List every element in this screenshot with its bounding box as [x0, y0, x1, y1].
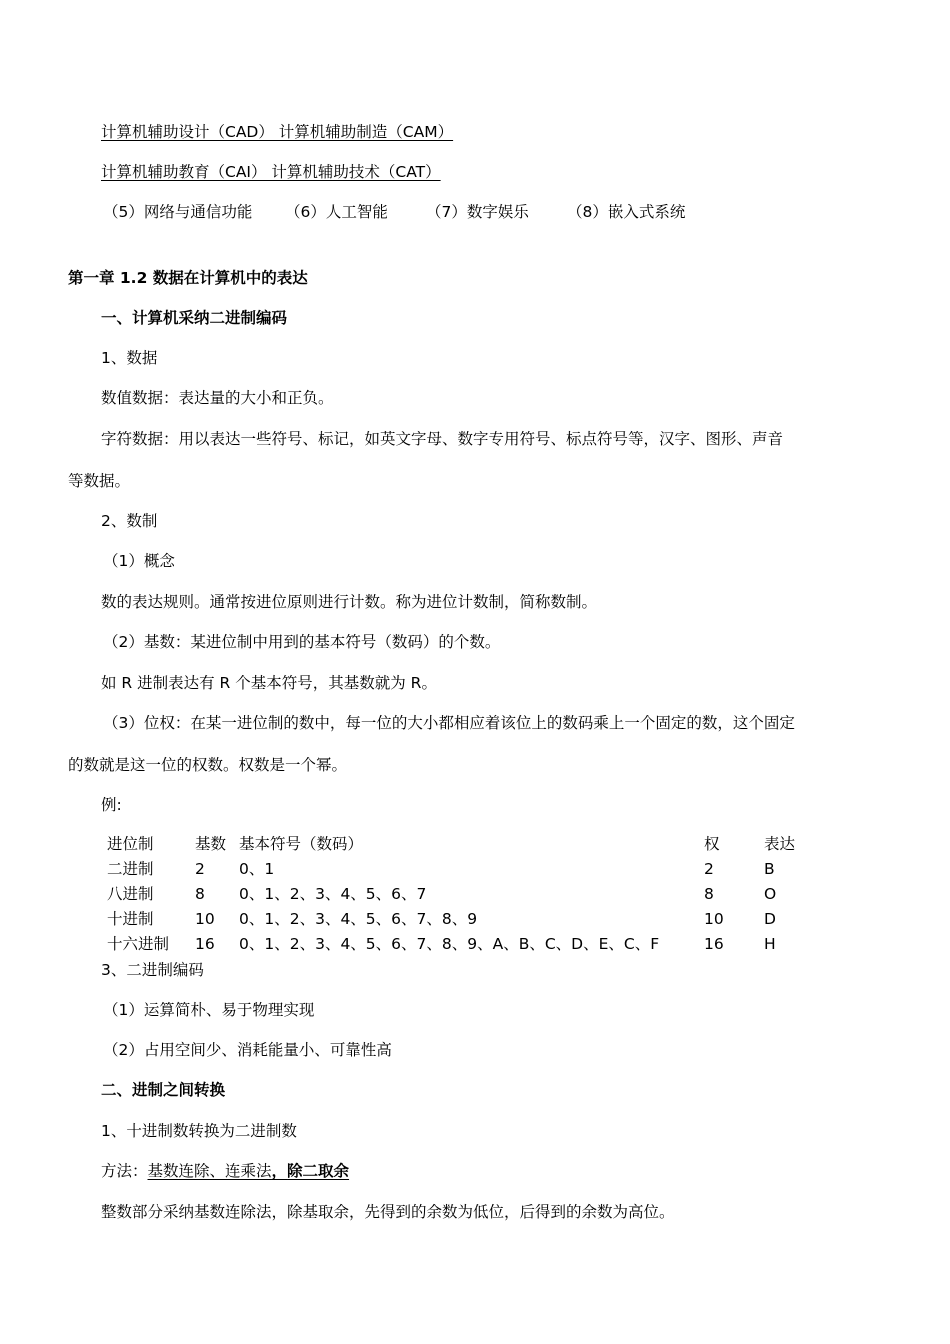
apps-list-items — [103, 202, 685, 222]
table-cell: 10 — [704, 910, 724, 928]
table-cell: 十六进制 — [107, 935, 170, 953]
table-cell: 0、1、2、3、4、5、6、7、8、9、A、B、C、D、E、C、F — [239, 935, 660, 953]
base-text: （2）基数：某进位制中用到的基本符号（数码）的个数。 — [103, 633, 501, 651]
chapter-title: 第一章 1.2 数据在计算机中的表达 — [68, 269, 308, 287]
table-cell: 十进制 — [107, 910, 154, 928]
apps-list-line-1: 计算机辅助设计（CAD） 计算机辅助制造（CAM） — [101, 123, 454, 141]
reason-2: （2）占用空间少、消耗能量小、可靠性高 — [103, 1041, 392, 1059]
table-cell: 8 — [704, 885, 714, 903]
apps-item-8: （8）嵌入式系统 — [567, 203, 686, 221]
table-cell: H — [764, 935, 776, 953]
char-data-text-1: 字符数据：用以表达一些符号、标记，如英文字母、数字专用符号、标点符号等，汉字、图形、声音 — [101, 430, 784, 448]
table-header-base: 基数 — [195, 835, 227, 853]
concept-text: 数的表达规则。通常按进位原则进行计数。称为进位计数制，简称数制。 — [101, 593, 598, 611]
table-cell: 0、1、2、3、4、5、6、7 — [239, 885, 427, 903]
table-cell: 0、1、2、3、4、5、6、7、8、9 — [239, 910, 478, 928]
reason-1: （1）运算简朴、易于物理实现 — [103, 1001, 315, 1019]
table-cell: 0、1 — [239, 860, 275, 878]
table-cell: 2 — [195, 860, 205, 878]
method-label: 方法： — [101, 1162, 148, 1180]
method-line — [101, 1161, 349, 1181]
method-underlined-2: 除二取余 — [287, 1162, 350, 1180]
apps-item-5: （5）网络与通信功能 — [103, 203, 253, 221]
subheading-binary-encoding: 3、二进制编码 — [101, 961, 204, 979]
section-1-heading: 一、计算机采纳二进制编码 — [101, 309, 288, 327]
apps-list-line-2: 计算机辅助教育（CAI） 计算机辅助技术（CAT） — [101, 163, 441, 181]
table-cell: 二进制 — [107, 860, 154, 878]
method-separator: ， — [271, 1162, 288, 1180]
char-data-text-2: 等数据。 — [68, 472, 131, 490]
base-example-text: 如 R 进制表达有 R 个基本符号，其基数就为 R。 — [101, 674, 437, 692]
concept-label: （1）概念 — [103, 552, 175, 570]
table-header-symbols: 基本符号（数码） — [239, 835, 364, 853]
weight-text-2: 的数就是这一位的权数。权数是一个幂。 — [68, 756, 348, 774]
table-header-system: 进位制 — [107, 835, 154, 853]
section-2-heading: 二、进制之间转换 — [101, 1081, 226, 1099]
method-underlined-1: 基数连除、连乘法 — [147, 1162, 272, 1180]
subheading-number-system: 2、数制 — [101, 512, 158, 530]
table-cell: 八进制 — [107, 885, 154, 903]
subheading-dec-to-bin: 1、十进制数转换为二进制数 — [101, 1122, 297, 1140]
table-cell: 10 — [195, 910, 215, 928]
subheading-data: 1、数据 — [101, 349, 158, 367]
apps-item-7: （7）数字娱乐 — [426, 203, 529, 221]
numeric-data-text: 数值数据：表达量的大小和正负。 — [101, 389, 334, 407]
table-cell: 16 — [195, 935, 215, 953]
weight-text-1: （3）位权：在某一进位制的数中，每一位的大小都相应着该位上的数码乘上一个固定的数，这个固定 — [103, 714, 795, 732]
table-cell: 8 — [195, 885, 205, 903]
apps-item-6: （6）人工智能 — [285, 203, 388, 221]
table-cell: D — [764, 910, 776, 928]
table-header-weight: 权 — [704, 835, 720, 853]
table-cell: 16 — [704, 935, 724, 953]
table-cell: O — [764, 885, 777, 903]
table-cell: 2 — [704, 860, 714, 878]
integer-part-text: 整数部分采纳基数连除法，除基取余，先得到的余数为低位，后得到的余数为高位。 — [101, 1203, 675, 1221]
table-cell: B — [764, 860, 775, 878]
example-label: 例: — [101, 796, 122, 814]
table-header-notation: 表达 — [764, 835, 796, 853]
